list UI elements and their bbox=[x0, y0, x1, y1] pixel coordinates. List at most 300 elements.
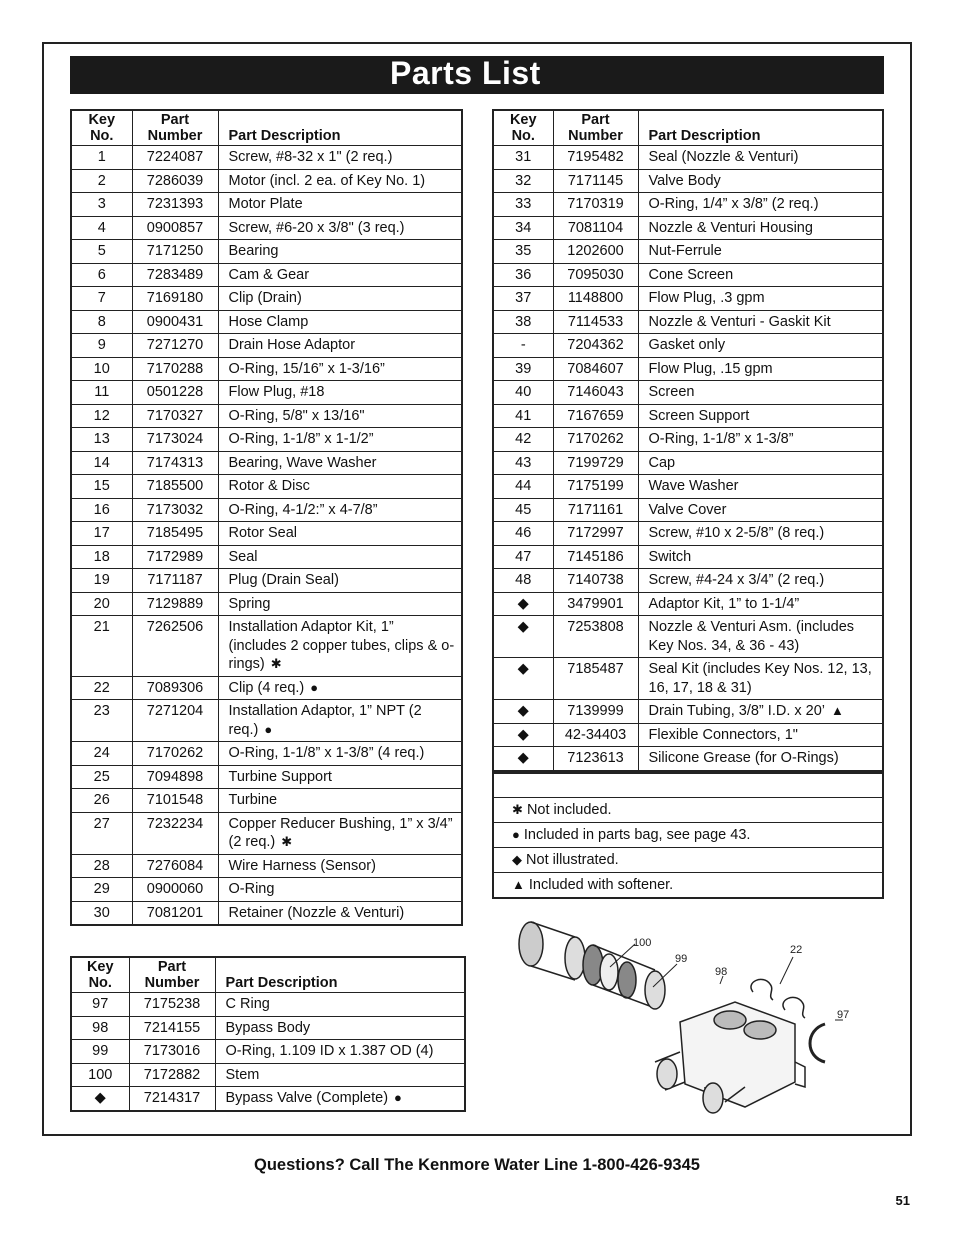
part-description-text: Seal bbox=[228, 548, 258, 565]
part-description-cell bbox=[638, 428, 883, 452]
part-description-cell bbox=[218, 854, 462, 878]
key-number-cell: - bbox=[493, 334, 553, 358]
part-description-cell bbox=[218, 381, 462, 405]
key-number-cell: 45 bbox=[493, 498, 553, 522]
part-description-cell bbox=[218, 475, 462, 499]
page-number: 51 bbox=[895, 1193, 910, 1208]
part-description-text: C Ring bbox=[225, 996, 270, 1012]
part-description-text: Installation Adaptor, 1” NPT (2 req.) bbox=[228, 703, 422, 738]
part-description-cell bbox=[638, 357, 883, 381]
part-number-cell: 7169180 bbox=[132, 287, 218, 311]
part-description-cell bbox=[215, 1016, 465, 1040]
key-number-cell: 48 bbox=[493, 569, 553, 593]
table-row bbox=[71, 854, 462, 878]
part-number-cell: 7114533 bbox=[553, 310, 638, 334]
part-number-cell: 7175238 bbox=[129, 993, 215, 1017]
table-row bbox=[71, 676, 462, 700]
part-number-cell: 7140738 bbox=[553, 569, 638, 593]
key-number-cell: 26 bbox=[71, 789, 132, 813]
part-number-cell: 7173024 bbox=[132, 428, 218, 452]
table-row bbox=[71, 287, 462, 311]
key-number-cell: ◆ bbox=[493, 700, 553, 724]
key-number-cell: 31 bbox=[493, 146, 553, 170]
key-number-cell: 6 bbox=[71, 263, 132, 287]
part-number-cell: 7175199 bbox=[553, 475, 638, 499]
header-desc: Part Description bbox=[638, 110, 883, 146]
part-description-cell bbox=[638, 334, 883, 358]
note-row bbox=[493, 823, 883, 848]
table-row bbox=[71, 1087, 465, 1111]
part-description-text: Spring bbox=[228, 595, 271, 612]
part-description-cell bbox=[218, 357, 462, 381]
part-description-text: Bearing, Wave Washer bbox=[228, 454, 377, 471]
part-description-cell bbox=[218, 522, 462, 546]
key-number-cell: 4 bbox=[71, 216, 132, 240]
part-description-cell bbox=[218, 676, 462, 700]
key-number-cell: 34 bbox=[493, 216, 553, 240]
part-description-cell bbox=[218, 498, 462, 522]
part-description-cell bbox=[218, 240, 462, 264]
key-number-cell: 32 bbox=[493, 169, 553, 193]
part-description-text: O-Ring, 1.109 ID x 1.387 OD (4) bbox=[225, 1043, 434, 1059]
table-row bbox=[71, 765, 462, 789]
asterisk-icon: ✱ bbox=[270, 656, 282, 671]
table-row bbox=[71, 993, 465, 1017]
table-row bbox=[493, 216, 883, 240]
part-number-cell: 7271204 bbox=[132, 700, 218, 742]
part-description-cell bbox=[638, 658, 883, 700]
key-number-cell: 14 bbox=[71, 451, 132, 475]
part-description-text: Turbine Support bbox=[228, 768, 332, 785]
part-number-cell: 1148800 bbox=[553, 287, 638, 311]
callout-98: 98 bbox=[715, 966, 728, 978]
diamond-icon: ◆ bbox=[512, 852, 522, 867]
table-row bbox=[71, 404, 462, 428]
table-row bbox=[493, 287, 883, 311]
part-description-text: Plug (Drain Seal) bbox=[228, 572, 339, 588]
table-row bbox=[493, 658, 883, 700]
part-number-cell: 7167659 bbox=[553, 404, 638, 428]
table-row bbox=[71, 357, 462, 381]
part-description-cell bbox=[638, 592, 883, 616]
key-number-cell: 13 bbox=[71, 428, 132, 452]
key-number-cell: 25 bbox=[71, 765, 132, 789]
part-number-cell: 7185495 bbox=[132, 522, 218, 546]
bypass-valve-diagram bbox=[505, 912, 865, 1117]
part-number-cell: 7081104 bbox=[553, 216, 638, 240]
parts-table-left bbox=[70, 109, 463, 926]
part-description-cell bbox=[218, 146, 462, 170]
part-description-cell bbox=[218, 812, 462, 854]
note-text: Not illustrated. bbox=[526, 852, 619, 868]
part-description-cell bbox=[638, 747, 883, 771]
part-number-cell: 1202600 bbox=[553, 240, 638, 264]
part-description-text: Clip (4 req.) bbox=[228, 679, 305, 696]
part-description-text: Bearing bbox=[228, 243, 279, 259]
part-description-cell bbox=[638, 193, 883, 217]
part-description-text: O-Ring, 15/16” x 1-3/16” bbox=[228, 360, 385, 377]
part-number-cell: 42-34403 bbox=[553, 723, 638, 747]
key-number-cell: 99 bbox=[71, 1040, 129, 1064]
table-row bbox=[71, 545, 462, 569]
table-row bbox=[493, 747, 883, 771]
table-header-row bbox=[493, 110, 883, 146]
parts-table-right bbox=[492, 109, 884, 772]
header-part: Part Number bbox=[553, 110, 638, 146]
table-row bbox=[493, 404, 883, 428]
table-row bbox=[493, 240, 883, 264]
callout-97: 97 bbox=[837, 1009, 850, 1021]
asterisk-icon: ✱ bbox=[281, 834, 293, 849]
part-description-cell bbox=[638, 310, 883, 334]
part-description-text: Nozzle & Venturi - Gaskit Kit bbox=[648, 313, 831, 330]
key-number-cell: 33 bbox=[493, 193, 553, 217]
table-row bbox=[71, 169, 462, 193]
table-row bbox=[71, 193, 462, 217]
table-row bbox=[71, 334, 462, 358]
key-number-cell: 8 bbox=[71, 310, 132, 334]
part-description-text: O-Ring, 1-1/8” x 1-3/8” (4 req.) bbox=[228, 745, 425, 761]
part-description-text: Clip (Drain) bbox=[228, 290, 302, 306]
table-row bbox=[71, 700, 462, 742]
table-row bbox=[71, 216, 462, 240]
part-description-text: Screw, #10 x 2-5/8” (8 req.) bbox=[648, 525, 825, 541]
key-number-cell: ◆ bbox=[493, 723, 553, 747]
part-description-cell bbox=[218, 193, 462, 217]
header-key: Key No. bbox=[71, 957, 129, 993]
part-description-cell bbox=[638, 475, 883, 499]
table-row bbox=[71, 742, 462, 766]
note-text: Included in parts bag, see page 43. bbox=[523, 827, 751, 843]
part-number-cell: 7123613 bbox=[553, 747, 638, 771]
part-description-text: O-Ring, 1-1/8” x 1-1/2” bbox=[228, 431, 374, 447]
key-number-cell: 17 bbox=[71, 522, 132, 546]
key-number-cell: ◆ bbox=[493, 747, 553, 771]
table-row bbox=[71, 310, 462, 334]
bullet-icon: ● bbox=[310, 679, 319, 695]
table-row bbox=[71, 789, 462, 813]
part-number-cell: 7171187 bbox=[132, 569, 218, 593]
table-row bbox=[71, 263, 462, 287]
header-desc: Part Description bbox=[218, 110, 462, 146]
key-number-cell: 100 bbox=[71, 1063, 129, 1087]
key-number-cell: ◆ bbox=[493, 658, 553, 700]
part-description-text: Hose Clamp bbox=[228, 313, 309, 330]
key-number-cell: 38 bbox=[493, 310, 553, 334]
part-description-text: O-Ring bbox=[228, 881, 275, 897]
part-description-cell bbox=[638, 146, 883, 170]
title-bar bbox=[70, 56, 884, 94]
parts-table-bypass bbox=[70, 956, 466, 1112]
part-description-text: Flow Plug, .15 gpm bbox=[648, 360, 773, 377]
part-description-text: Retainer (Nozzle & Venturi) bbox=[228, 904, 405, 921]
key-number-cell: 47 bbox=[493, 545, 553, 569]
callout-22: 22 bbox=[790, 944, 803, 956]
part-description-cell bbox=[218, 451, 462, 475]
table-row bbox=[71, 381, 462, 405]
part-description-text: Seal (Nozzle & Venturi) bbox=[648, 149, 799, 165]
part-description-text: Cam & Gear bbox=[228, 266, 310, 283]
part-number-cell: 7214317 bbox=[129, 1087, 215, 1111]
part-description-cell bbox=[218, 742, 462, 766]
part-description-text: Valve Cover bbox=[648, 501, 727, 518]
table-row bbox=[71, 1040, 465, 1064]
part-number-cell: 7283489 bbox=[132, 263, 218, 287]
part-description-cell bbox=[218, 765, 462, 789]
part-description-text: Screw, #6-20 x 3/8" (3 req.) bbox=[228, 219, 405, 236]
part-description-cell bbox=[215, 993, 465, 1017]
part-number-cell: 7170327 bbox=[132, 404, 218, 428]
key-number-cell: 16 bbox=[71, 498, 132, 522]
part-description-text: Motor (incl. 2 ea. of Key No. 1) bbox=[228, 172, 426, 189]
header-desc: Part Description bbox=[215, 957, 465, 993]
part-description-cell bbox=[218, 310, 462, 334]
part-number-cell: 0501228 bbox=[132, 381, 218, 405]
table-row bbox=[493, 146, 883, 170]
legend-notes bbox=[492, 772, 884, 899]
table-row bbox=[493, 334, 883, 358]
key-number-cell: 28 bbox=[71, 854, 132, 878]
key-number-cell: 2 bbox=[71, 169, 132, 193]
key-number-cell: 40 bbox=[493, 381, 553, 405]
key-number-cell: 42 bbox=[493, 428, 553, 452]
part-description-text: Screw, #8-32 x 1" (2 req.) bbox=[228, 149, 393, 165]
part-number-cell: 7170262 bbox=[553, 428, 638, 452]
part-number-cell: 7173016 bbox=[129, 1040, 215, 1064]
part-description-text: Seal Kit (includes Key Nos. 12, 13, 16, 17, 18 & 31) bbox=[648, 661, 872, 696]
part-description-cell bbox=[638, 381, 883, 405]
part-number-cell: 7129889 bbox=[132, 592, 218, 616]
part-number-cell: 7271270 bbox=[132, 334, 218, 358]
key-number-cell: 98 bbox=[71, 1016, 129, 1040]
part-description-cell bbox=[638, 569, 883, 593]
part-description-text: Nut-Ferrule bbox=[648, 243, 722, 259]
table-row bbox=[71, 592, 462, 616]
part-description-cell bbox=[638, 404, 883, 428]
notes-spacer-row bbox=[493, 773, 883, 798]
part-number-cell: 7084607 bbox=[553, 357, 638, 381]
header-key: Key No. bbox=[493, 110, 553, 146]
key-number-cell: 21 bbox=[71, 616, 132, 677]
table-row bbox=[71, 878, 462, 902]
part-description-text: Copper Reducer Bushing, 1” x 3/4” (2 req.) bbox=[228, 815, 453, 850]
key-number-cell: 46 bbox=[493, 522, 553, 546]
part-description-text: Drain Hose Adaptor bbox=[228, 337, 356, 353]
part-description-text: Valve Body bbox=[648, 172, 721, 189]
bullet-icon: ● bbox=[394, 1090, 402, 1105]
part-description-cell bbox=[218, 287, 462, 311]
table-row bbox=[493, 522, 883, 546]
key-number-cell: 7 bbox=[71, 287, 132, 311]
table-row bbox=[493, 357, 883, 381]
part-description-text: Wire Harness (Sensor) bbox=[228, 857, 376, 874]
part-number-cell: 7095030 bbox=[553, 263, 638, 287]
part-description-cell bbox=[638, 700, 883, 724]
part-description-text: Screw, #4-24 x 3/4” (2 req.) bbox=[648, 572, 825, 588]
table-row bbox=[71, 428, 462, 452]
part-description-text: O-Ring, 4-1/2:” x 4-7/8” bbox=[228, 501, 378, 518]
part-description-text: Silicone Grease (for O-Rings) bbox=[648, 750, 839, 766]
part-description-cell bbox=[218, 334, 462, 358]
part-description-cell bbox=[218, 545, 462, 569]
note-row bbox=[493, 848, 883, 873]
part-description-cell bbox=[638, 451, 883, 475]
table-row bbox=[493, 428, 883, 452]
table-row bbox=[493, 263, 883, 287]
table-row bbox=[71, 522, 462, 546]
bullet-icon: ● bbox=[512, 827, 520, 842]
part-number-cell: 7214155 bbox=[129, 1016, 215, 1040]
part-description-cell bbox=[218, 901, 462, 925]
part-description-cell bbox=[218, 169, 462, 193]
part-number-cell: 7276084 bbox=[132, 854, 218, 878]
table-row bbox=[493, 616, 883, 658]
part-description-cell bbox=[215, 1087, 465, 1111]
table-row bbox=[71, 901, 462, 925]
part-description-cell bbox=[638, 522, 883, 546]
part-number-cell: 7224087 bbox=[132, 146, 218, 170]
part-description-cell bbox=[218, 789, 462, 813]
part-description-text: Motor Plate bbox=[228, 196, 303, 212]
part-number-cell: 7172997 bbox=[553, 522, 638, 546]
header-part: Part Number bbox=[129, 957, 215, 993]
part-number-cell: 7145186 bbox=[553, 545, 638, 569]
table-row bbox=[493, 169, 883, 193]
table-row bbox=[71, 240, 462, 264]
table-row bbox=[493, 310, 883, 334]
part-description-cell bbox=[218, 404, 462, 428]
part-description-cell bbox=[638, 216, 883, 240]
key-number-cell: ◆ bbox=[71, 1087, 129, 1111]
part-number-cell: 7185487 bbox=[553, 658, 638, 700]
key-number-cell: 10 bbox=[71, 357, 132, 381]
table-row bbox=[493, 451, 883, 475]
part-number-cell: 7231393 bbox=[132, 193, 218, 217]
key-number-cell: 44 bbox=[493, 475, 553, 499]
part-description-text: Screen bbox=[648, 384, 695, 400]
part-description-cell bbox=[638, 263, 883, 287]
key-number-cell: 97 bbox=[71, 993, 129, 1017]
footer-phone-line: Questions? Call The Kenmore Water Line 1-800-426-9345 bbox=[254, 1156, 700, 1174]
part-description-text: Cap bbox=[648, 454, 676, 471]
part-description-text: Bypass Valve (Complete) bbox=[225, 1090, 389, 1106]
page-title: Parts List bbox=[390, 55, 541, 91]
key-number-cell: 41 bbox=[493, 404, 553, 428]
part-number-cell: 7101548 bbox=[132, 789, 218, 813]
part-number-cell: 7172882 bbox=[129, 1063, 215, 1087]
part-number-cell: 7262506 bbox=[132, 616, 218, 677]
part-number-cell: 7199729 bbox=[553, 451, 638, 475]
part-number-cell: 7094898 bbox=[132, 765, 218, 789]
table-row bbox=[71, 475, 462, 499]
key-number-cell: 27 bbox=[71, 812, 132, 854]
table-row bbox=[71, 812, 462, 854]
note-row bbox=[493, 798, 883, 823]
part-number-cell: 7170288 bbox=[132, 357, 218, 381]
part-number-cell: 7195482 bbox=[553, 146, 638, 170]
part-description-text: Gasket only bbox=[648, 337, 726, 353]
part-description-cell bbox=[638, 287, 883, 311]
header-part: Part Number bbox=[132, 110, 218, 146]
part-description-cell bbox=[638, 498, 883, 522]
table-row bbox=[71, 569, 462, 593]
part-description-text: Adaptor Kit, 1” to 1-1/4” bbox=[648, 595, 800, 612]
part-description-cell bbox=[218, 216, 462, 240]
part-description-text: Rotor & Disc bbox=[228, 478, 310, 494]
note-text: Not included. bbox=[526, 802, 612, 818]
part-number-cell: 7089306 bbox=[132, 676, 218, 700]
part-number-cell: 7174313 bbox=[132, 451, 218, 475]
key-number-cell: 1 bbox=[71, 146, 132, 170]
part-number-cell: 7286039 bbox=[132, 169, 218, 193]
callout-99: 99 bbox=[675, 953, 688, 965]
part-number-cell: 0900431 bbox=[132, 310, 218, 334]
part-description-cell bbox=[218, 616, 462, 677]
part-description-text: Nozzle & Venturi Housing bbox=[648, 219, 813, 236]
part-description-text: Cone Screen bbox=[648, 266, 734, 283]
part-number-cell: 7185500 bbox=[132, 475, 218, 499]
key-number-cell: 39 bbox=[493, 357, 553, 381]
table-row bbox=[493, 723, 883, 747]
part-number-cell: 3479901 bbox=[553, 592, 638, 616]
part-number-cell: 7171250 bbox=[132, 240, 218, 264]
part-description-text: Wave Washer bbox=[648, 478, 739, 494]
part-number-cell: 7232234 bbox=[132, 812, 218, 854]
table-row bbox=[71, 146, 462, 170]
part-description-cell bbox=[215, 1063, 465, 1087]
table-row bbox=[71, 1016, 465, 1040]
key-number-cell: 15 bbox=[71, 475, 132, 499]
key-number-cell: 22 bbox=[71, 676, 132, 700]
header-key: Key No. bbox=[71, 110, 132, 146]
key-number-cell: ◆ bbox=[493, 592, 553, 616]
part-description-cell bbox=[638, 169, 883, 193]
key-number-cell: 43 bbox=[493, 451, 553, 475]
table-header-row bbox=[71, 957, 465, 993]
part-description-cell bbox=[638, 240, 883, 264]
asterisk-icon: ✱ bbox=[512, 802, 523, 817]
key-number-cell: 3 bbox=[71, 193, 132, 217]
part-description-text: Drain Tubing, 3/8” I.D. x 20’ bbox=[648, 703, 825, 719]
table-row bbox=[71, 1063, 465, 1087]
part-number-cell: 0900060 bbox=[132, 878, 218, 902]
table-header-row bbox=[71, 110, 462, 146]
part-description-cell bbox=[638, 545, 883, 569]
part-description-text: O-Ring, 1/4” x 3/8” (2 req.) bbox=[648, 196, 819, 212]
table-row bbox=[493, 498, 883, 522]
table-row bbox=[493, 475, 883, 499]
part-description-text: O-Ring, 5/8" x 13/16" bbox=[228, 407, 365, 424]
part-number-cell: 0900857 bbox=[132, 216, 218, 240]
table-row bbox=[71, 616, 462, 677]
part-description-cell bbox=[218, 700, 462, 742]
key-number-cell: 12 bbox=[71, 404, 132, 428]
key-number-cell: 11 bbox=[71, 381, 132, 405]
key-number-cell: 29 bbox=[71, 878, 132, 902]
key-number-cell: 19 bbox=[71, 569, 132, 593]
part-description-text: Stem bbox=[225, 1066, 260, 1083]
key-number-cell: 9 bbox=[71, 334, 132, 358]
key-number-cell: 20 bbox=[71, 592, 132, 616]
key-number-cell: 18 bbox=[71, 545, 132, 569]
part-description-cell bbox=[638, 723, 883, 747]
table-row bbox=[493, 569, 883, 593]
part-description-text: Rotor Seal bbox=[228, 525, 298, 541]
part-description-cell bbox=[218, 263, 462, 287]
part-description-text: Switch bbox=[648, 548, 692, 565]
part-description-text: Flexible Connectors, 1" bbox=[648, 726, 798, 743]
callout-100: 100 bbox=[633, 937, 652, 949]
